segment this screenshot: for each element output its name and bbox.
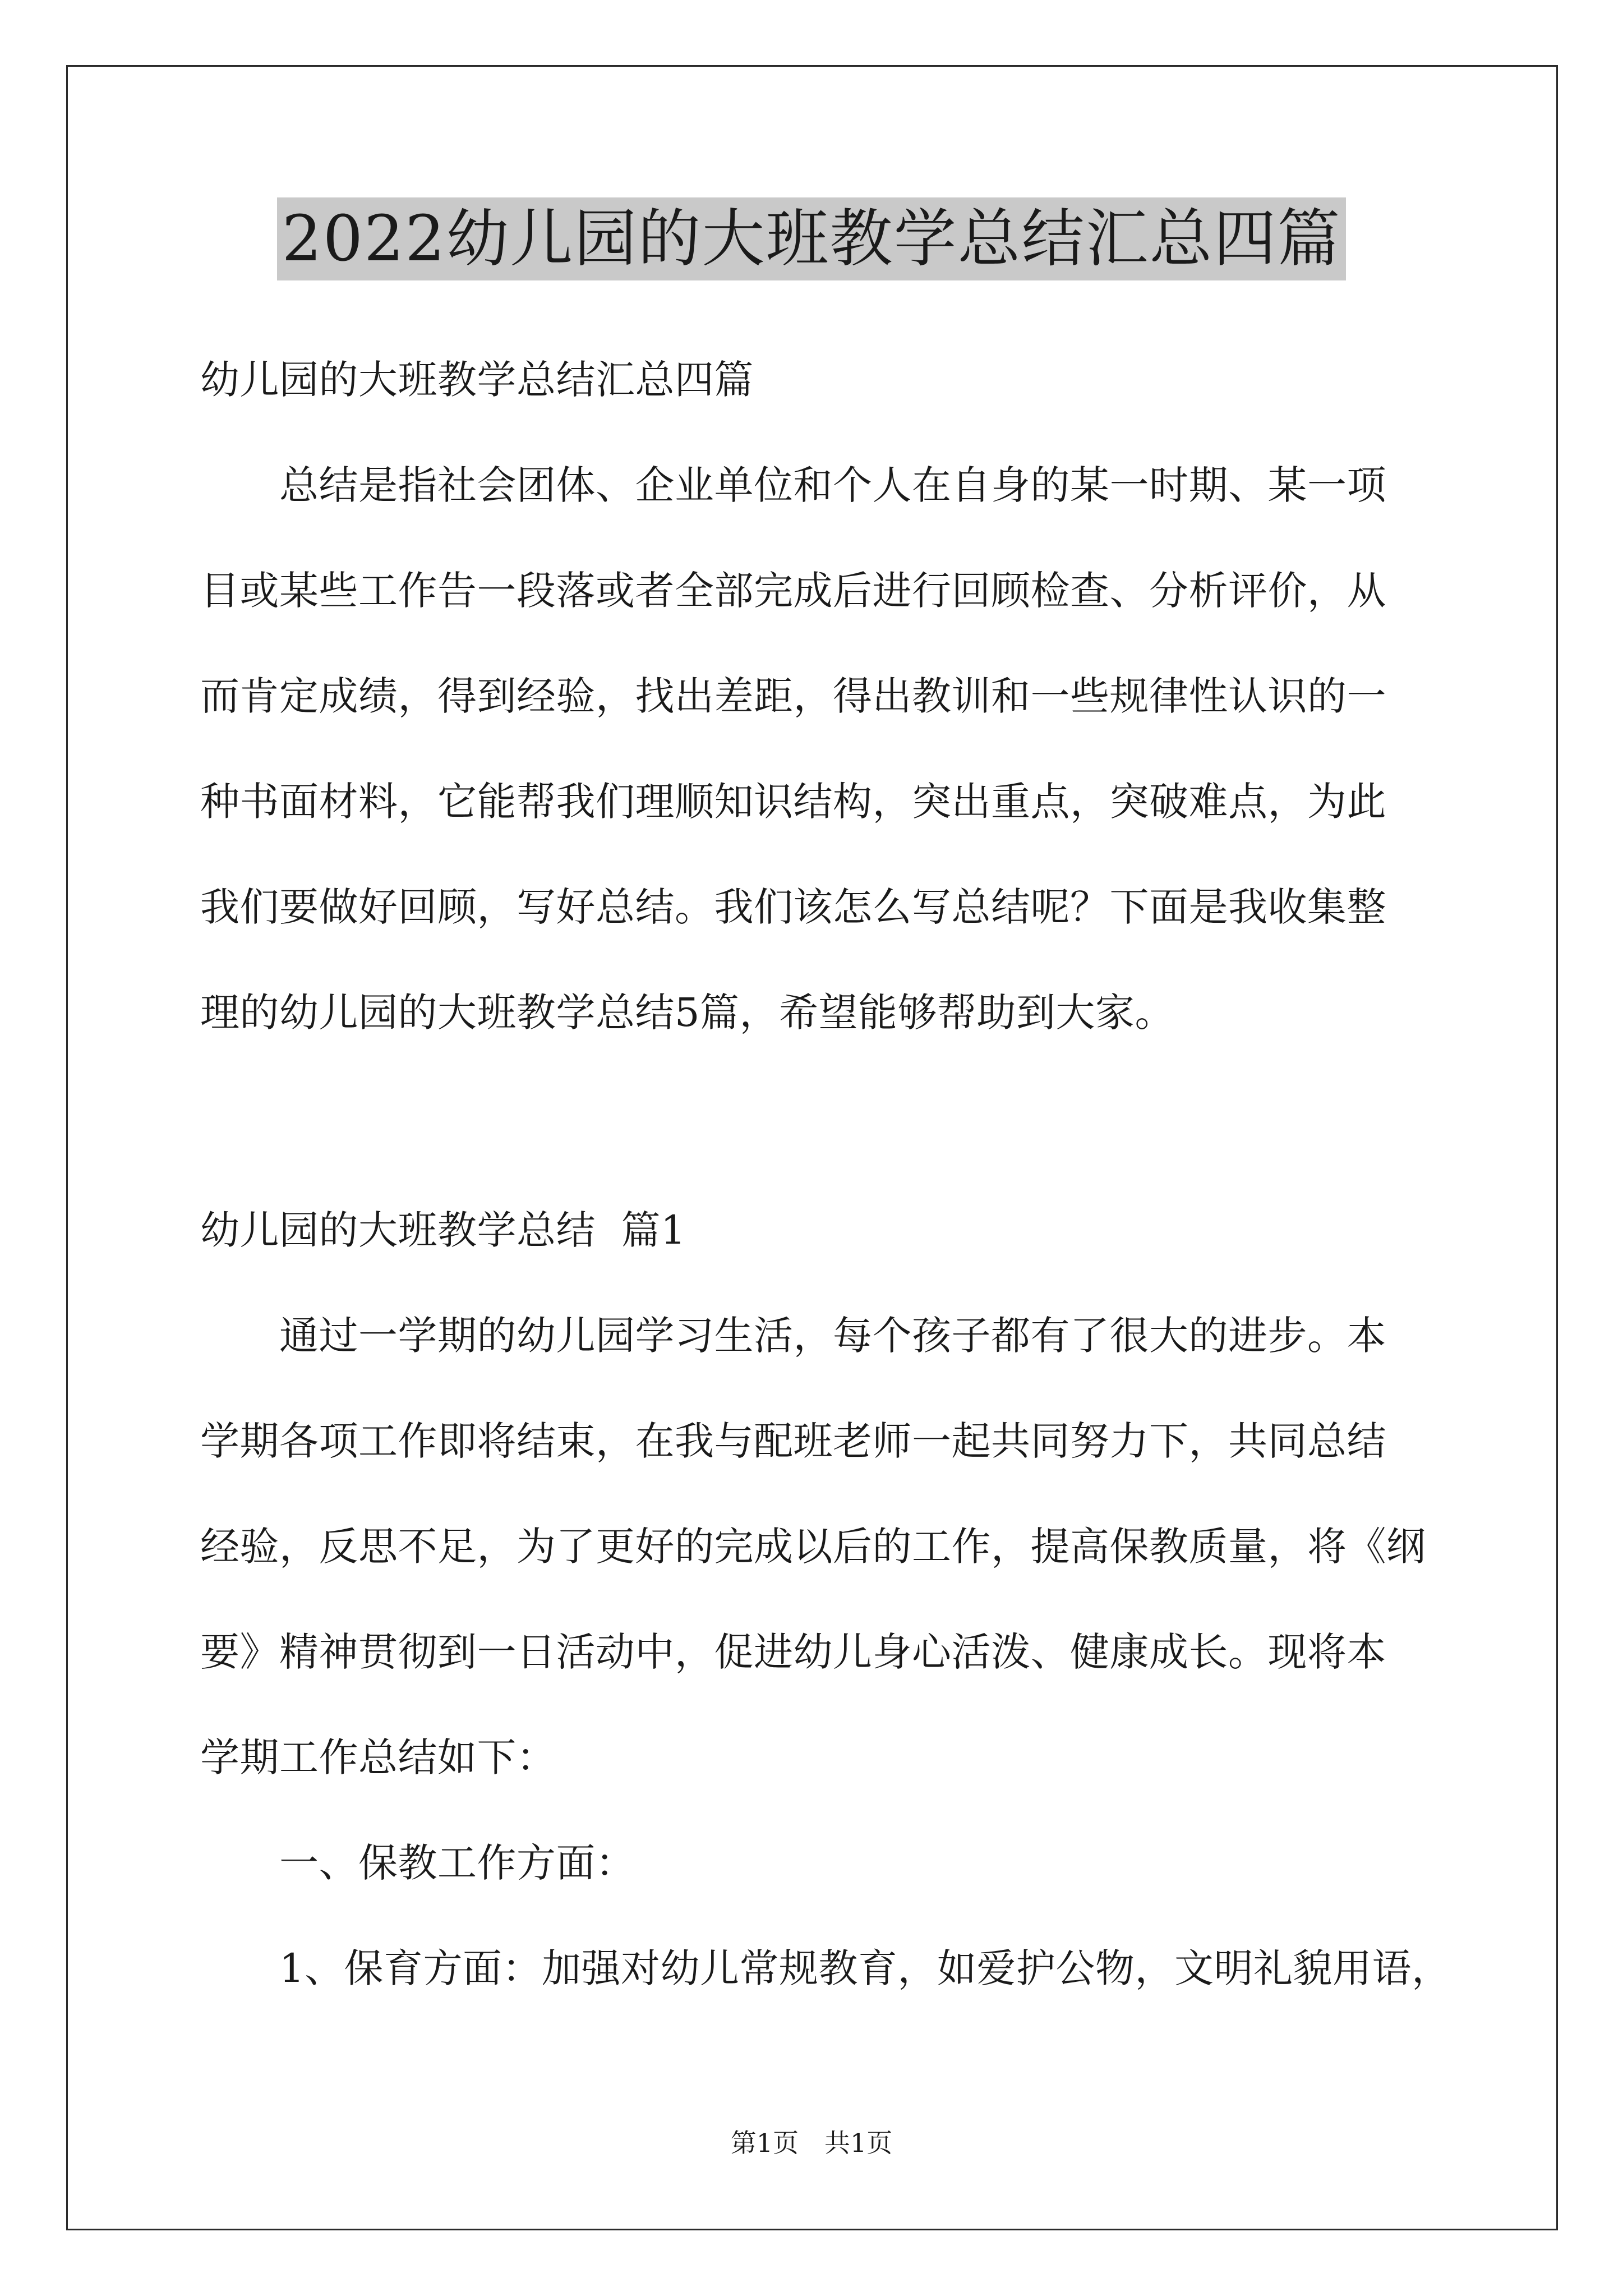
intro-line-1: 总结是指社会团体、企业单位和个人在自身的某一时期、某一项: [200, 462, 1386, 508]
intro-line-5: 我们要做好回顾，写好总结。我们该怎么写总结呢？下面是我收集整: [200, 884, 1386, 930]
intro-line-2: 目或某些工作告一段落或者全部完成后进行回顾检查、分析评价，从: [200, 568, 1386, 614]
subtitle: 幼儿园的大班教学总结汇总四篇: [200, 357, 754, 403]
title-wrap: [0, 197, 1623, 280]
document-title: 2022幼儿园的大班教学总结汇总四篇: [277, 197, 1345, 280]
section-line-1: 通过一学期的幼儿园学习生活，每个孩子都有了很大的进步。本: [200, 1313, 1386, 1359]
section-line-7: 1、保育方面：加强对幼儿常规教育，如爱护公物，文明礼貌用语，: [200, 1945, 1451, 1991]
section-line-4: 要》精神贯彻到一日活动中，促进幼儿身心活泼、健康成长。现将本: [200, 1629, 1386, 1675]
section-line-2: 学期各项工作即将结束，在我与配班老师一起共同努力下，共同总结: [200, 1418, 1386, 1464]
intro-line-4: 种书面材料，它能帮我们理顺知识结构，突出重点，突破难点，为此: [200, 779, 1386, 825]
section-line-6: 一、保教工作方面：: [200, 1840, 635, 1886]
section-line-3: 经验，反思不足，为了更好的完成以后的工作，提高保教质量，将《纲: [200, 1524, 1426, 1570]
section-heading: 幼儿园的大班教学总结 篇1: [200, 1207, 686, 1253]
section-line-5: 学期工作总结如下：: [200, 1734, 556, 1780]
intro-line-3: 而肯定成绩，得到经验，找出差距，得出教训和一些规律性认识的一: [200, 673, 1386, 719]
page-footer: 第1页 共1页: [730, 2128, 893, 2158]
intro-line-6: 理的幼儿园的大班教学总结5篇，希望能够帮助到大家。: [200, 990, 1175, 1036]
